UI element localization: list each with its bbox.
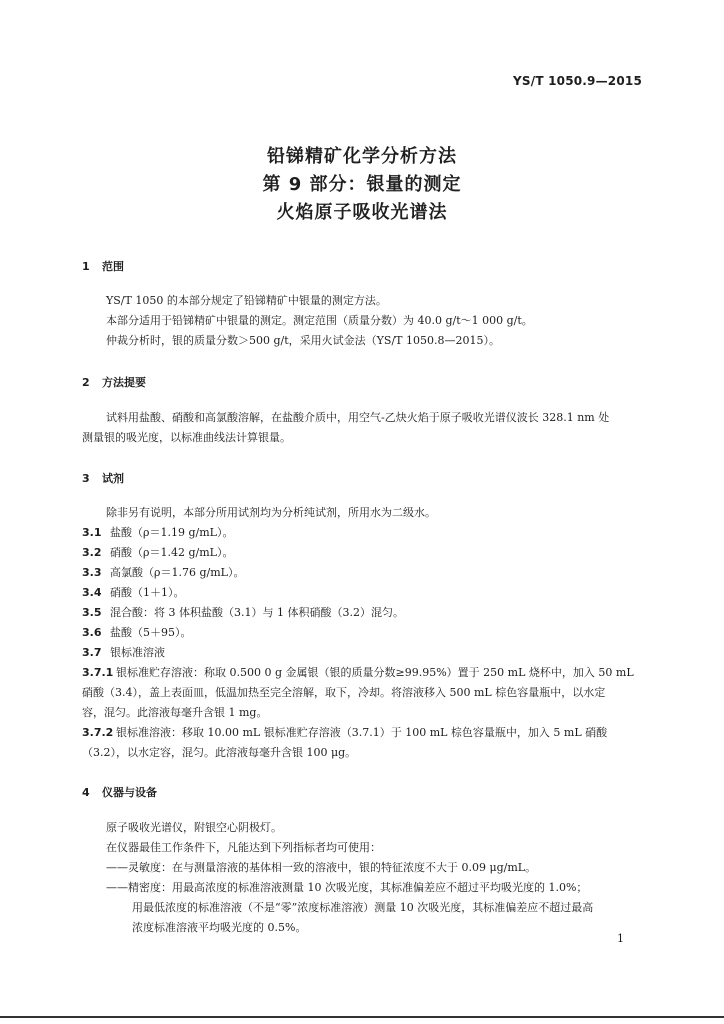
reagent-3-7-1-line2: 硝酸（3.4），盖上表面皿，低温加热至完全溶解，取下，冷却。将溶液移入 500 mL 棕色容量瓶中，以水定: [82, 686, 606, 699]
s1-paragraph-1: YS/T 1050 的本部分规定了铅锑精矿中银量的测定方法。: [106, 294, 387, 307]
section-3-title: 试剂: [102, 472, 124, 485]
page-number: 1: [617, 932, 624, 945]
reagent-item-3-7-1: [82, 663, 642, 683]
section-2-title: 方法提要: [102, 376, 146, 389]
reagent-number: 3.6: [82, 626, 102, 639]
reagent-item: [82, 603, 642, 623]
reagent-number: 3.1: [82, 526, 102, 539]
reagent-text: 高氯酸（ρ＝1.76 g/mL）。: [110, 566, 245, 579]
reagent-3-7-2-line2: （3.2），以水定容，混匀。此溶液每毫升含银 100 μg。: [82, 746, 357, 759]
section-3-number: 3: [82, 472, 90, 485]
reagent-item: [82, 543, 642, 563]
reagent-number: 3.7.1: [82, 666, 114, 679]
s4-precision-item: ——精密度：用最高浓度的标准溶液测量 10 次吸光度，其标准偏差应不超过平均吸光度的 1.0%；: [106, 881, 588, 894]
s1-paragraph-2: 本部分适用于铅锑精矿中银量的测定。测定范围（质量分数）为 40.0 g/t～1 000 g/t。: [106, 314, 533, 327]
bottom-rule: [0, 1016, 724, 1018]
section-1-number: 1: [82, 260, 90, 273]
s2-paragraph-line2: 测量银的吸光度，以标准曲线法计算银量。: [82, 431, 291, 444]
standard-code: YS/T 1050.9—2015: [513, 74, 642, 88]
doc-title-line1: 铅锑精矿化学分析方法: [267, 146, 457, 167]
reagent-text: 盐酸（ρ＝1.19 g/mL）。: [110, 526, 234, 539]
section-4-heading: [82, 784, 157, 800]
section-4-number: 4: [82, 786, 90, 799]
section-2-number: 2: [82, 376, 90, 389]
reagent-text: 混合酸：将 3 体积盐酸（3.1）与 1 体积硝酸（3.2）混匀。: [110, 606, 404, 619]
reagent-text: 硝酸（1＋1）。: [110, 586, 185, 599]
section-3-heading: [82, 470, 124, 486]
reagent-3-7-1-line3: 容，混匀。此溶液每毫升含银 1 mg。: [82, 706, 268, 719]
s3-intro: 除非另有说明，本部分所用试剂均为分析纯试剂，所用水为二级水。: [106, 506, 436, 519]
section-1-heading: [82, 258, 124, 274]
s2-paragraph-line1: 试料用盐酸、硝酸和高氯酸溶解，在盐酸介质中，用空气-乙炔火焰于原子吸收光谱仪波长 328.1 nm 处: [106, 411, 610, 424]
reagent-item: [82, 583, 642, 603]
reagent-text: 银标准溶液: [110, 646, 165, 659]
reagent-number: 3.7: [82, 646, 102, 659]
section-1-title: 范围: [102, 260, 124, 273]
reagent-text: 盐酸（5＋95）。: [110, 626, 192, 639]
reagent-number: 3.5: [82, 606, 102, 619]
s4-paragraph-2: 在仪器最佳工作条件下，凡能达到下列指标者均可使用：: [106, 841, 381, 854]
reagent-text: 硝酸（ρ＝1.42 g/mL）。: [110, 546, 234, 559]
reagent-text: 银标准溶液：移取 10.00 mL 银标准贮存溶液（3.7.1）于 100 mL 棕色容量瓶中，加入 5 mL 硝酸: [116, 726, 608, 739]
reagent-item-3-7-2: [82, 723, 642, 743]
s4-precision-line3: 浓度标准溶液平均吸光度的 0.5%。: [132, 921, 307, 934]
doc-title-line2: 第 9 部分：银量的测定: [262, 174, 462, 195]
reagent-number: 3.2: [82, 546, 102, 559]
section-4-title: 仪器与设备: [102, 786, 157, 799]
reagent-number: 3.7.2: [82, 726, 114, 739]
s1-paragraph-3: 仲裁分析时，银的质量分数＞500 g/t，采用火试金法（YS/T 1050.8—2015）。: [106, 334, 500, 347]
s4-sensitivity-item: ——灵敏度：在与测量溶液的基体相一致的溶液中，银的特征浓度不大于 0.09 μg/mL。: [106, 861, 537, 874]
reagent-item: [82, 623, 642, 643]
reagent-text: 银标准贮存溶液：称取 0.500 0 g 金属银（银的质量分数≥99.95%）置于 250 mL 烧杯中，加入 50 mL: [116, 666, 634, 679]
reagent-number: 3.3: [82, 566, 102, 579]
reagent-item: [82, 523, 642, 543]
section-2-heading: [82, 374, 146, 390]
s4-paragraph-1: 原子吸收光谱仪，附银空心阴极灯。: [106, 821, 282, 834]
reagent-item: [82, 643, 642, 663]
reagent-item: [82, 563, 642, 583]
doc-title-line3: 火焰原子吸收光谱法: [276, 202, 448, 223]
s4-precision-line2: 用最低浓度的标准溶液（不是“零”浓度标准溶液）测量 10 次吸光度，其标准偏差应不超过最高: [132, 901, 594, 914]
reagent-number: 3.4: [82, 586, 102, 599]
